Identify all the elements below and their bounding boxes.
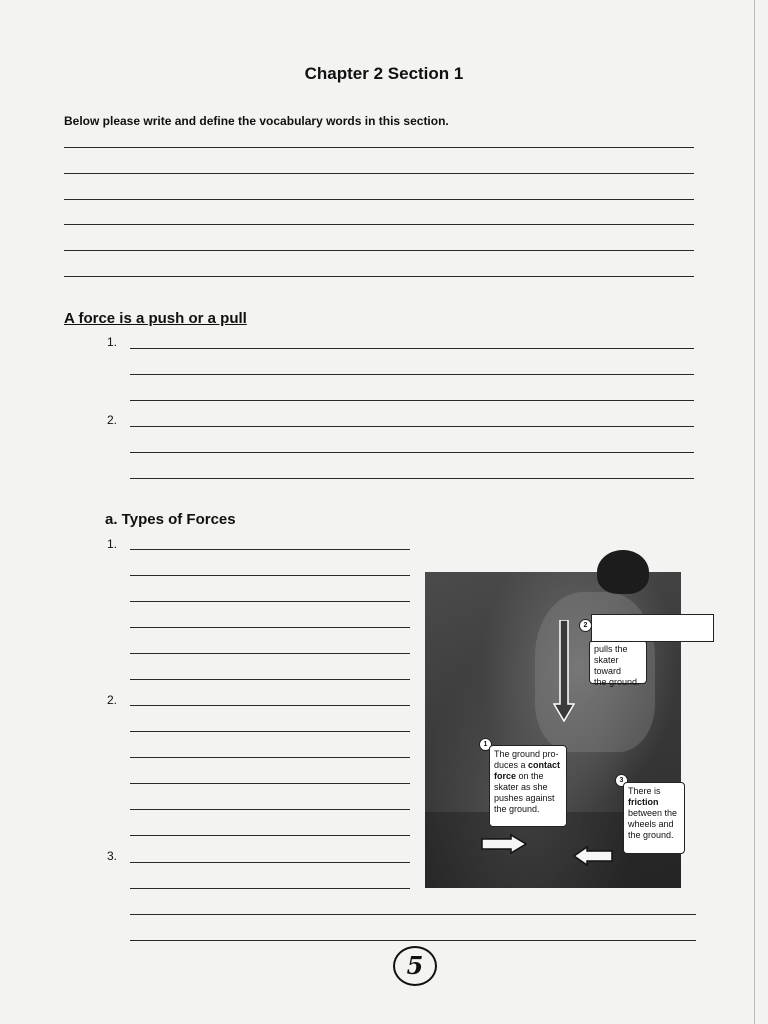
answer-line[interactable]: [130, 627, 410, 628]
answer-line[interactable]: [130, 914, 696, 915]
answer-line[interactable]: [130, 757, 410, 758]
answer-line[interactable]: [130, 374, 694, 375]
callout-text: pulls the: [594, 644, 628, 654]
force-name-blank[interactable]: [591, 614, 714, 642]
contact-force-callout: [489, 745, 567, 827]
callout-text: the ground.: [628, 830, 674, 840]
page-title: Chapter 2 Section 1: [304, 64, 464, 83]
vocab-line[interactable]: [64, 173, 694, 174]
answer-line[interactable]: [130, 679, 410, 680]
callout-text: the ground.: [494, 804, 540, 814]
helmet-shape: [597, 550, 649, 594]
answer-line[interactable]: [130, 809, 410, 810]
callout-text: friction: [628, 797, 659, 807]
callout-text: skater toward: [594, 655, 622, 676]
answer-line[interactable]: [130, 653, 410, 654]
callout-badge: 1: [479, 738, 492, 751]
answer-line[interactable]: [130, 731, 410, 732]
vocab-line[interactable]: [64, 147, 694, 148]
item-number: 3.: [107, 849, 118, 863]
answer-line[interactable]: [130, 348, 694, 349]
instructions-text: Below please write and define the vocabulary words in this section.: [64, 114, 449, 128]
answer-line[interactable]: [130, 400, 694, 401]
answer-line[interactable]: [130, 452, 694, 453]
page-number: 5: [393, 946, 437, 986]
callout-text: the ground.: [594, 677, 640, 687]
arrow-left-icon: [573, 846, 613, 866]
callout-text: skater as she: [494, 782, 548, 792]
answer-line[interactable]: [130, 783, 410, 784]
answer-line[interactable]: [130, 862, 410, 863]
gravity-arrow-icon: [553, 620, 575, 722]
callout-text: between the: [628, 808, 678, 818]
vocab-line[interactable]: [64, 224, 694, 225]
answer-line[interactable]: [130, 575, 410, 576]
callout-text: wheels and: [628, 819, 674, 829]
section-heading-force: A force is a push or a pull: [64, 310, 247, 327]
arrow-right-icon: [481, 834, 527, 854]
section-heading-types: a. Types of Forces: [105, 511, 236, 528]
item-number: 1.: [107, 335, 118, 349]
answer-line[interactable]: [130, 478, 694, 479]
friction-callout: [623, 782, 685, 854]
gravity-callout: [589, 640, 647, 687]
answer-line[interactable]: [130, 888, 410, 889]
answer-line[interactable]: [130, 549, 410, 550]
item-number: 2.: [107, 693, 118, 707]
item-number: 1.: [107, 537, 118, 551]
answer-line[interactable]: [130, 601, 410, 602]
vocab-line[interactable]: [64, 276, 694, 277]
item-number: 2.: [107, 413, 118, 427]
vocab-line[interactable]: [64, 250, 694, 251]
callout-text: duces a contact: [494, 760, 561, 770]
callout-text: The ground pro-: [494, 749, 559, 759]
page-edge-line: [754, 0, 755, 1024]
answer-line[interactable]: [130, 940, 696, 941]
callout-text: pushes against: [494, 793, 555, 803]
answer-line[interactable]: [130, 705, 410, 706]
callout-text: force on the: [494, 771, 544, 781]
callout-badge: 2: [579, 619, 592, 632]
vocab-line[interactable]: [64, 199, 694, 200]
callout-badge: 3: [615, 774, 628, 787]
answer-line[interactable]: [130, 426, 694, 427]
callout-text: There is: [628, 786, 661, 796]
answer-line[interactable]: [130, 835, 410, 836]
